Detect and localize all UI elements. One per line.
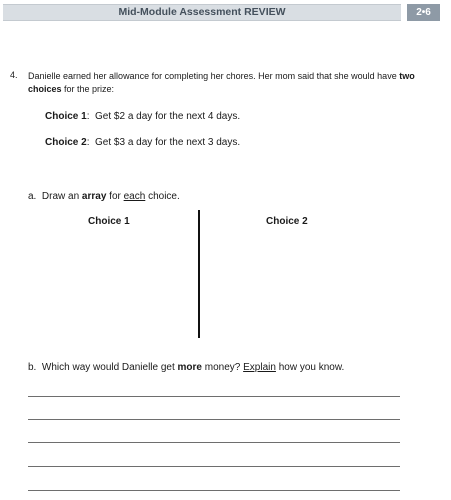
- part-a-text-3: choice.: [145, 191, 180, 202]
- question-number: 4.: [10, 70, 18, 80]
- answer-line[interactable]: [28, 419, 400, 420]
- module-header-bar: [3, 4, 401, 21]
- question-text-bold: two choices: [28, 71, 415, 94]
- part-a-letter: a.: [28, 191, 37, 202]
- question-text-part-1: Danielle earned her allowance for completing her chores. Her mom said that she would have: [28, 71, 400, 81]
- answer-line[interactable]: [28, 490, 400, 491]
- choice-1-label: Choice 1: [45, 111, 87, 122]
- choice-2-text: Get $3 a day for the next 3 days.: [95, 137, 241, 148]
- array-divider-line: [198, 210, 200, 338]
- answer-line[interactable]: [28, 442, 400, 443]
- choice-1-colon: :: [86, 111, 96, 122]
- question-text-part-2: for the prize:: [61, 84, 115, 94]
- part-b-prompt: [28, 362, 344, 373]
- part-b-bold: more: [177, 362, 202, 373]
- part-b-letter: b.: [28, 362, 37, 373]
- part-b-text-2: money?: [201, 362, 244, 373]
- part-a-text-2: for: [106, 191, 124, 202]
- part-a-text-1: Draw an: [41, 191, 82, 202]
- part-b-text-3: how you know.: [275, 362, 345, 373]
- part-a-bold: array: [81, 191, 107, 202]
- module-title: Mid-Module Assessment REVIEW: [118, 6, 286, 18]
- answer-line[interactable]: [28, 466, 400, 467]
- choice-1: [45, 111, 240, 122]
- column-heading-choice-2: Choice 2: [266, 216, 308, 227]
- choice-1-text: Get $2 a day for the next 4 days.: [95, 111, 241, 122]
- lesson-badge: 2•6: [407, 4, 440, 21]
- part-b-text-1: Which way would Danielle get: [41, 362, 178, 373]
- choice-2-label: Choice 2: [45, 137, 87, 148]
- answer-line[interactable]: [28, 396, 400, 397]
- part-a-prompt: [28, 191, 180, 202]
- question-text: [28, 70, 438, 96]
- part-a-underlined: each: [123, 191, 146, 202]
- choice-2: [45, 137, 240, 148]
- part-b-underlined: Explain: [243, 362, 276, 373]
- column-heading-choice-1: Choice 1: [88, 216, 130, 227]
- choice-2-colon: :: [86, 137, 96, 148]
